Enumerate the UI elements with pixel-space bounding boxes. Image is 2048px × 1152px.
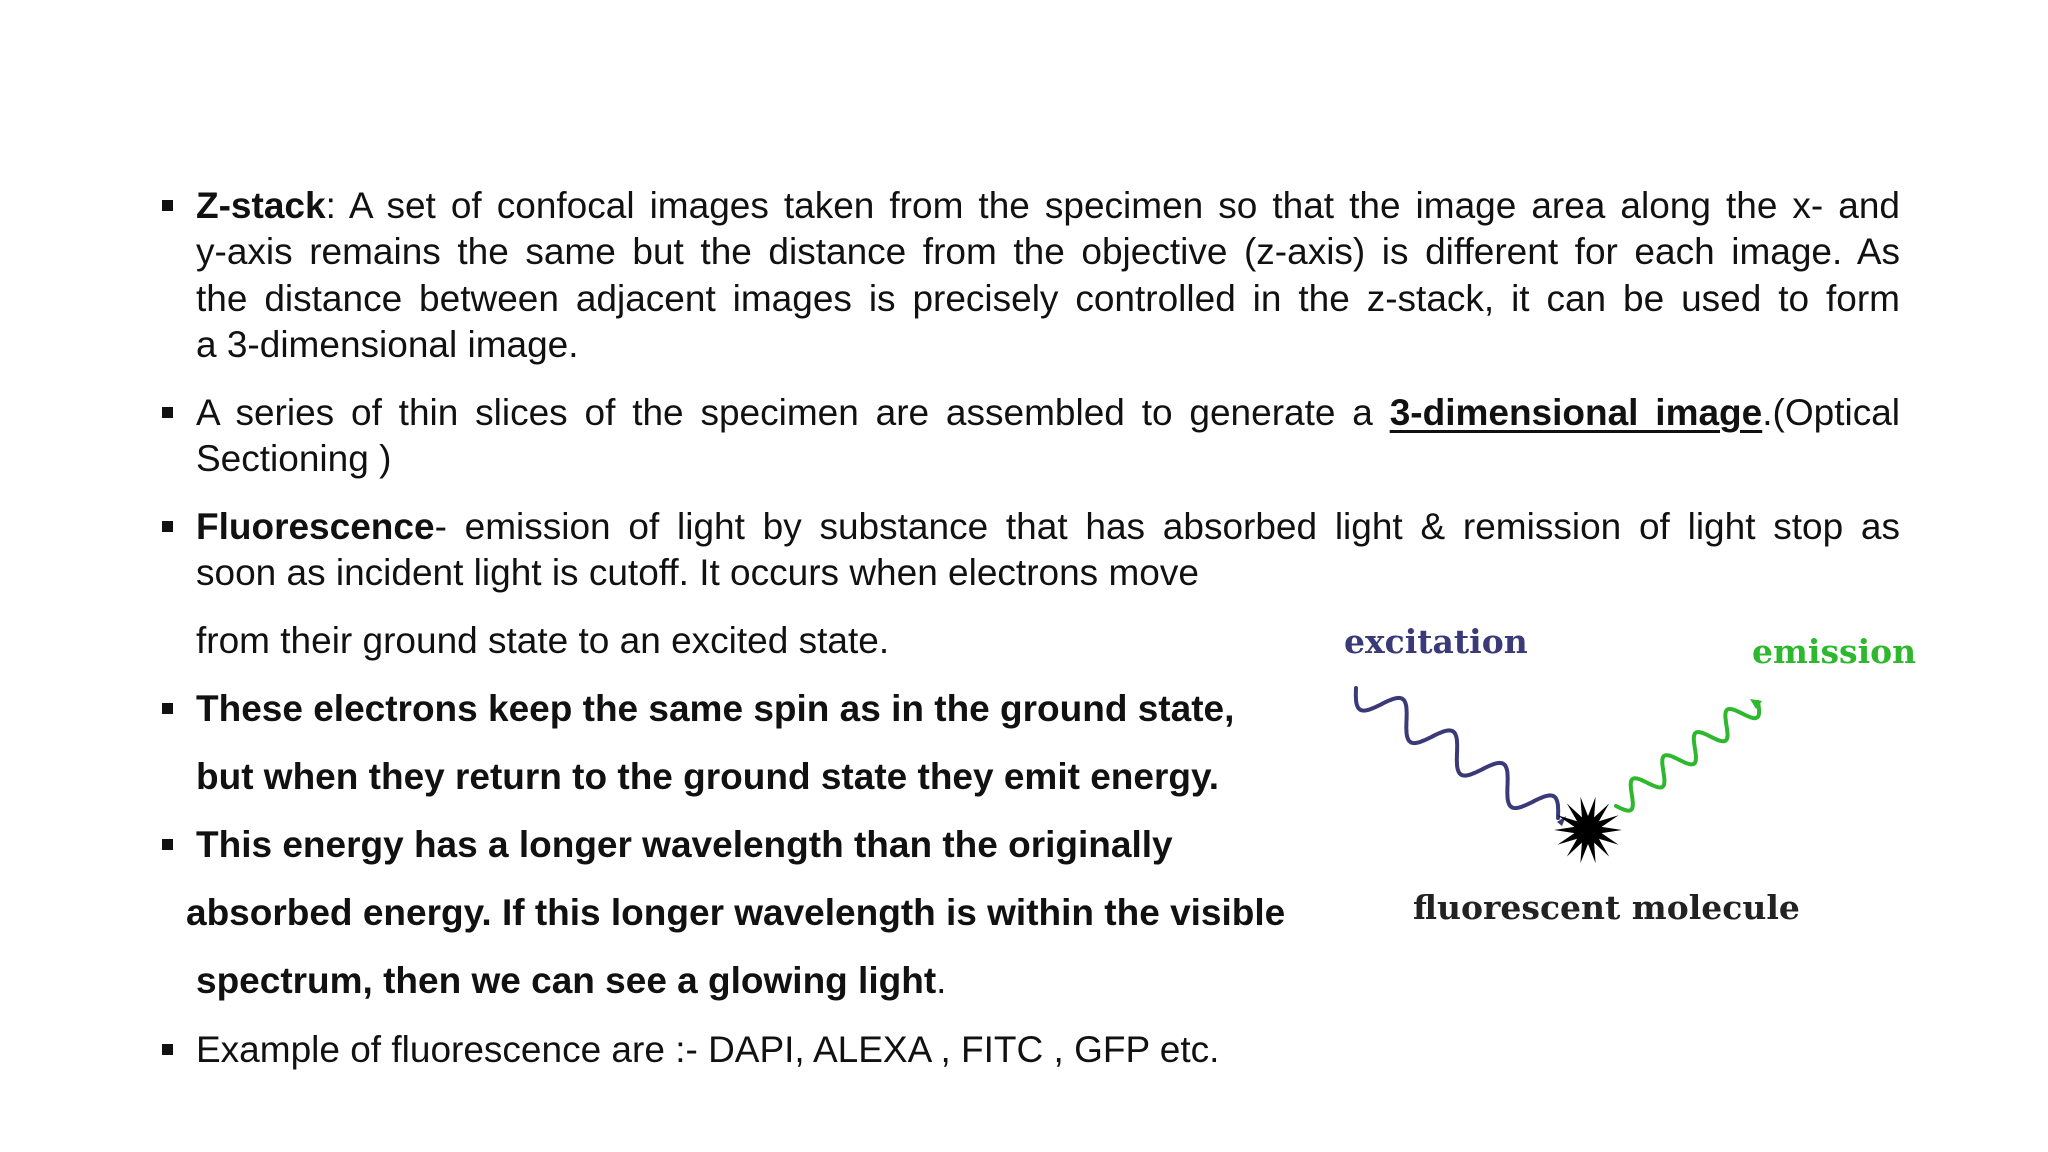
series-text-pre: A series of thin slices of the specimen are assembled to generate a: [196, 392, 1390, 433]
bullet-marker: [162, 839, 173, 850]
energy-line-3: [196, 958, 946, 1004]
three-d-image-link: 3-dimensional image: [1389, 392, 1763, 433]
bullet-marker: [162, 521, 173, 532]
fluorescence-line-2: soon as incident light is cutoff. It occurs when electrons move: [196, 552, 1199, 593]
zstack-line-1: [196, 183, 1900, 229]
energy-text-3-tail: .: [936, 960, 947, 1001]
emission-label: emission: [1752, 632, 1917, 671]
fluorescence-figure: [1320, 610, 1920, 940]
series-line-2: Sectioning ): [196, 438, 392, 479]
emission-wave: [1616, 702, 1759, 811]
series-text-post: .(Optical: [1762, 392, 1900, 433]
energy-text-3: spectrum, then we can see a glowing light: [196, 960, 937, 1001]
bullet-marker: [162, 1044, 173, 1055]
zstack-line-4: a 3-dimensional image.: [196, 324, 579, 365]
zstack-text-1: : A set of confocal images taken from the specimen so that the image area along the x- and: [325, 185, 1900, 226]
excitation-wave: [1356, 688, 1558, 818]
molecule-starburst: [1554, 797, 1622, 863]
energy-line-2: absorbed energy. If this longer wavelength is within the visible: [186, 892, 1286, 933]
energy-line-1: This energy has a longer wavelength than the originally: [196, 824, 1173, 865]
fluorescence-line-1: [196, 504, 1900, 550]
bullet-marker: [162, 200, 173, 211]
zstack-term: Z-stack: [196, 185, 326, 226]
electrons-line-1: These electrons keep the same spin as in the ground state,: [196, 688, 1235, 729]
zstack-line-3: the distance between adjacent images is precisely controlled in the z-stack, it can be used to form: [196, 278, 1900, 319]
electrons-line-2: but when they return to the ground state they emit energy.: [196, 756, 1220, 797]
fluorescence-line-3: from their ground state to an excited state.: [196, 620, 890, 661]
bullet-marker: [162, 703, 173, 714]
fluorescence-term: Fluorescence: [196, 506, 435, 547]
example-line: Example of fluorescence are :- DAPI, ALEXA , FITC , GFP etc.: [196, 1029, 1220, 1070]
zstack-line-2: y-axis remains the same but the distance from the objective (z-axis) is different for each image. As: [196, 231, 1900, 272]
bullet-marker: [162, 407, 173, 418]
series-line-1: [196, 390, 1900, 436]
fluorescence-text-1: - emission of light by substance that has absorbed light & remission of light stop as: [434, 506, 1900, 547]
fluorescence-diagram: [1320, 610, 1920, 940]
excitation-label: excitation: [1344, 622, 1528, 661]
molecule-label: fluorescent molecule: [1413, 888, 1800, 927]
